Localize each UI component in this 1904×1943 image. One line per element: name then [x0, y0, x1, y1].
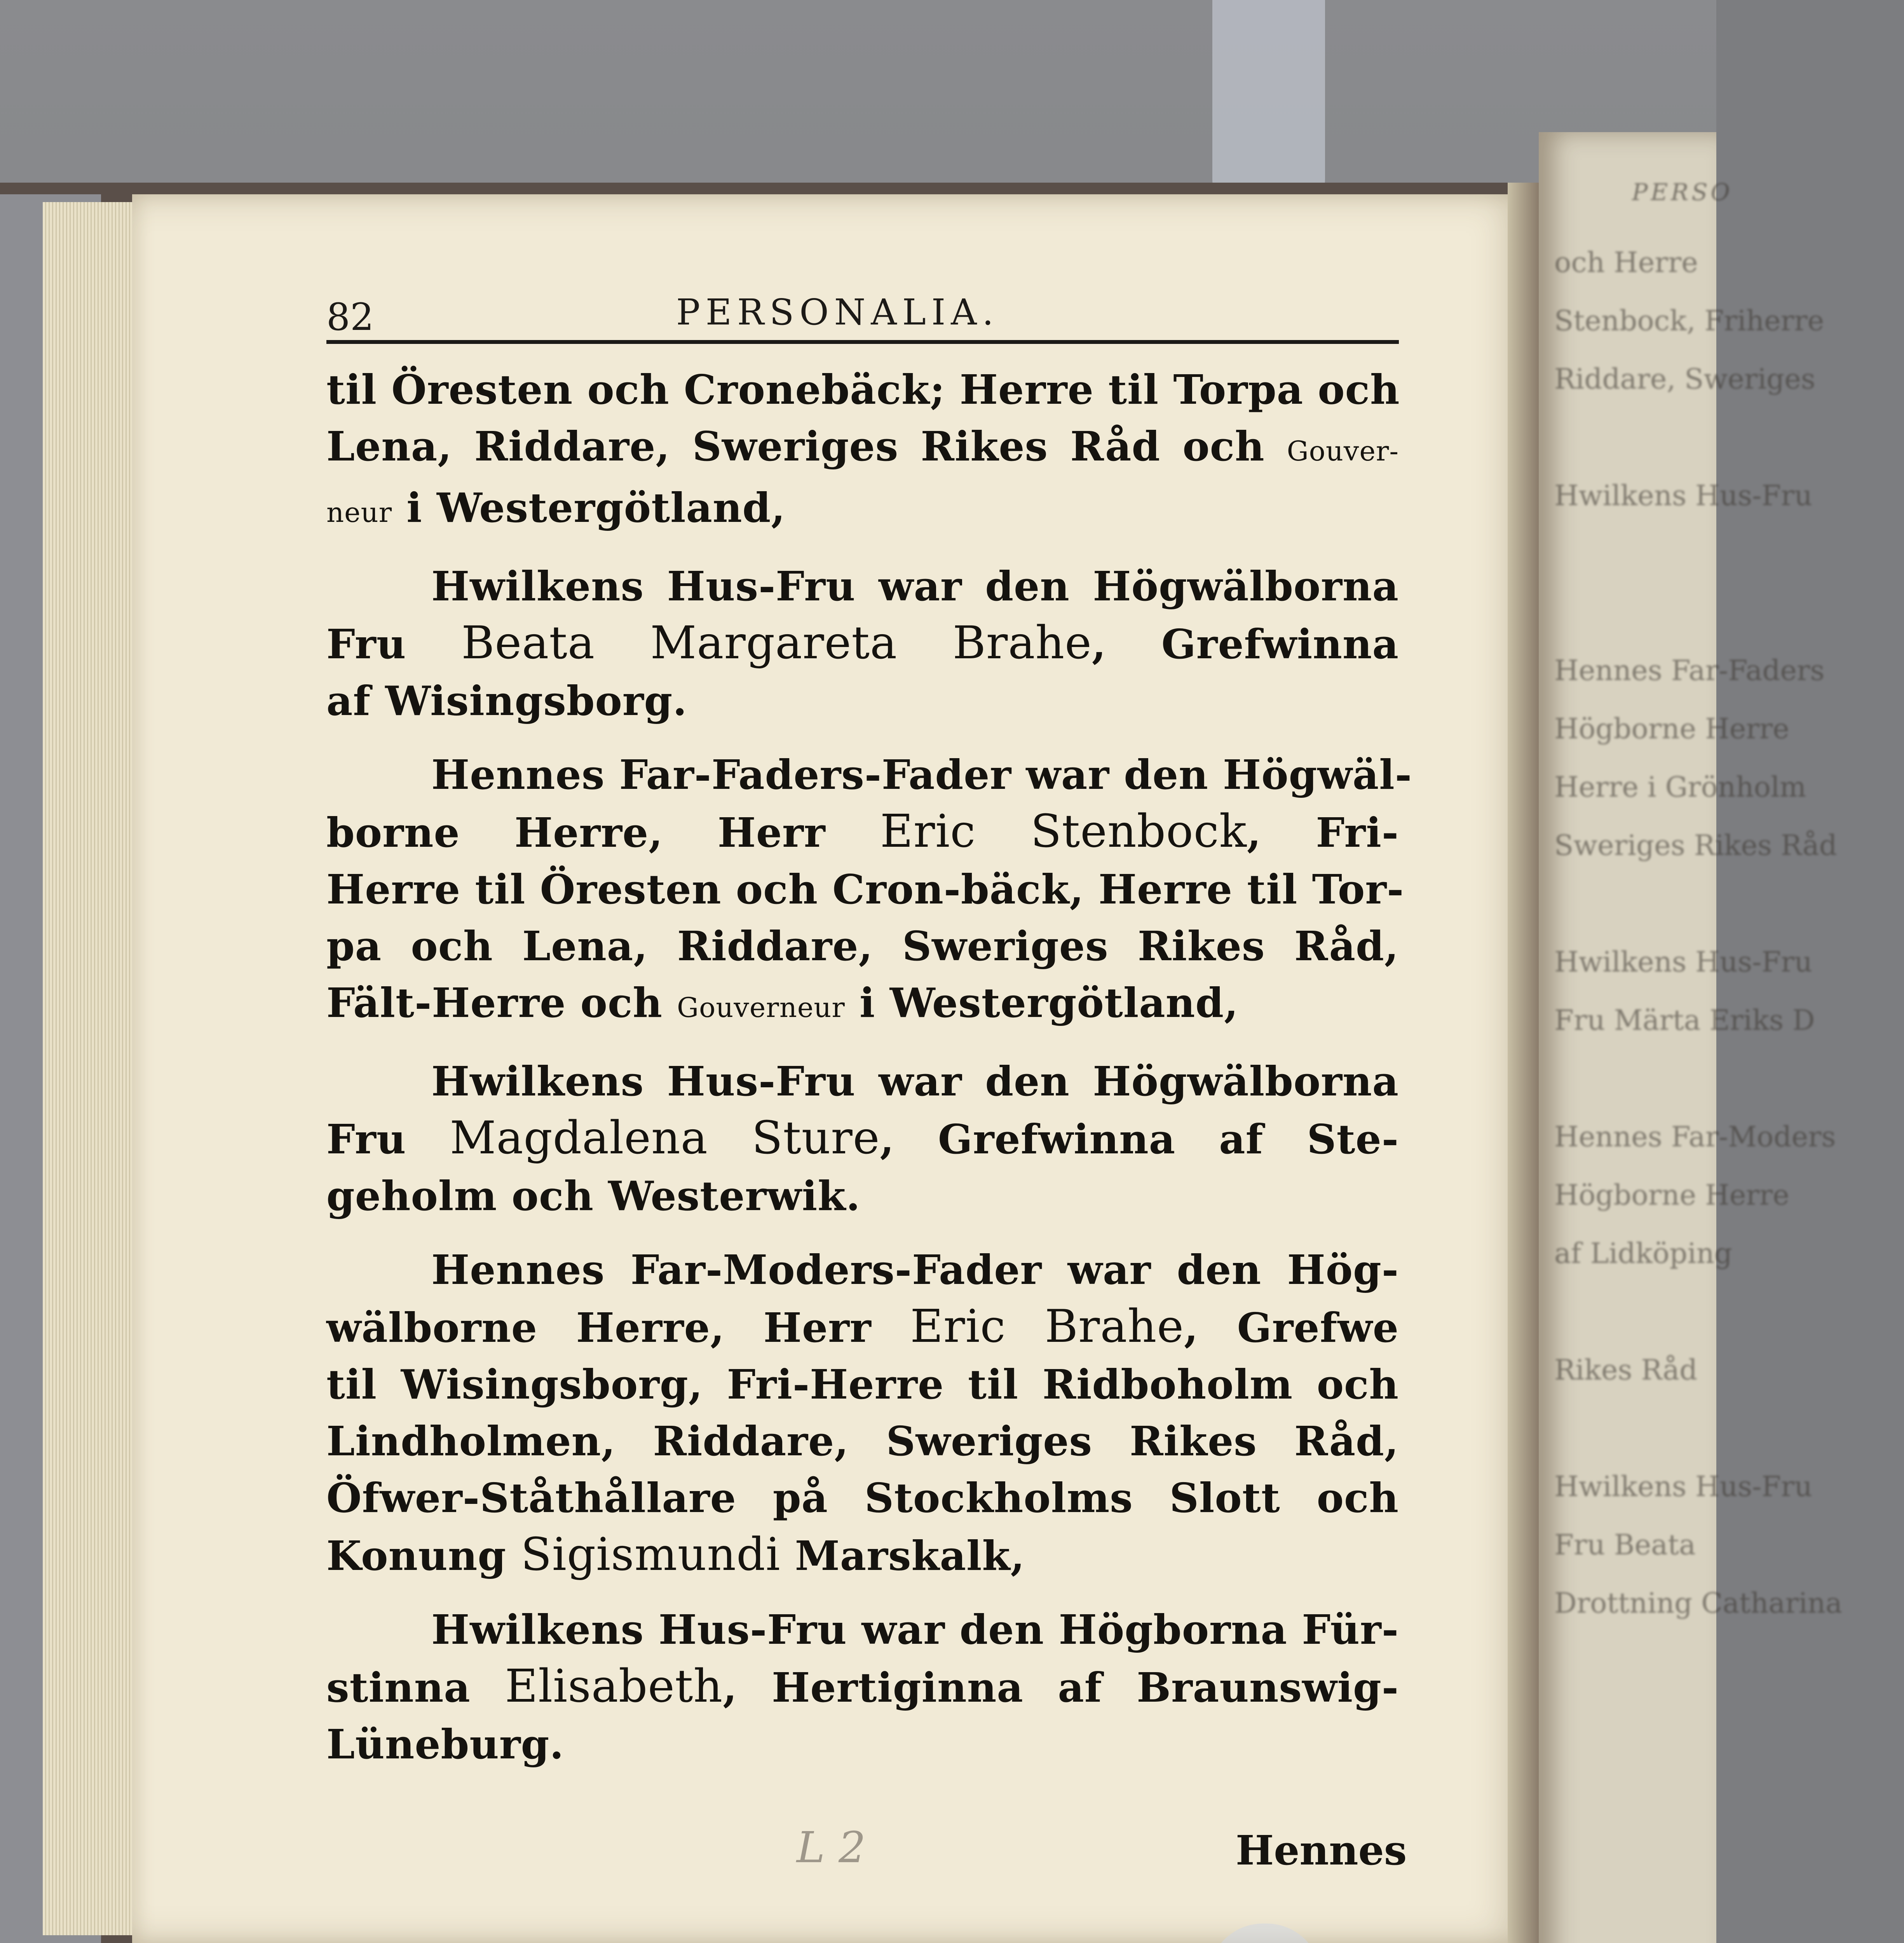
right-page-line — [1554, 1282, 1904, 1341]
right-page-line: Hennes Far-Moders — [1554, 1120, 1836, 1153]
right-page-line — [1554, 408, 1904, 466]
right-page-line: Hwilkens Hus-Fru — [1554, 1470, 1813, 1503]
page-number: 82 — [326, 295, 374, 339]
page-header — [326, 288, 1399, 338]
text-line: Hwilkens Hus-Fru war den Högwälborna — [431, 562, 1399, 610]
text-line: af Wisingsborg. — [326, 677, 687, 725]
text-line: Lüneburg. — [326, 1720, 564, 1768]
text-line: stinna Elisabeth, Hertiginna af Braunswig- — [326, 1660, 1399, 1713]
page-fore-edge — [43, 202, 144, 1935]
text-line: pa och Lena, Riddare, Sweriges Rikes Råd, — [326, 922, 1399, 970]
paragraph — [326, 1242, 1399, 1584]
text-line: Lena, Riddare, Sweriges Rikes Råd och Gouver- — [326, 422, 1399, 470]
right-page-line: Hennes Far-Faders — [1554, 654, 1825, 687]
right-page-line: Fru Beata — [1554, 1528, 1696, 1561]
roman-type-text: Eric Brahe — [910, 1300, 1184, 1353]
right-page-line: Hwilkens Hus-Fru — [1554, 945, 1813, 978]
paragraph — [326, 361, 1399, 541]
right-page-line — [1554, 525, 1904, 583]
text-line: borne Herre, Herr Eric Stenbock, Fri- — [326, 805, 1399, 858]
right-page-line: Högborne Herre — [1554, 712, 1789, 745]
right-page-line — [1554, 1049, 1904, 1108]
right-page-line: Riddare, Sweriges — [1554, 363, 1815, 395]
right-page-line: Högborne Herre — [1554, 1179, 1789, 1211]
right-page-line: Sweriges Rikes Råd — [1554, 829, 1837, 862]
text-line: Hennes Far-Faders-Fader war den Högwäl- — [431, 751, 1412, 799]
right-page-line: af Lidköping — [1554, 1237, 1732, 1270]
right-page-line — [1554, 1399, 1904, 1457]
right-page-line — [1554, 874, 1904, 933]
text-line: til Wisingsborg, Fri-Herre til Ridboholm och — [326, 1360, 1399, 1408]
right-page-line: Fru Märta Eriks D — [1554, 1004, 1815, 1036]
right-page-line: Hwilkens Hus-Fru — [1554, 479, 1813, 512]
paragraph — [326, 558, 1399, 729]
right-page-line: Rikes Råd — [1554, 1353, 1698, 1386]
catchword: Hennes — [1236, 1826, 1407, 1874]
text-line: Öfwer-Ståthållare på Stockholms Slott och — [326, 1474, 1399, 1522]
text-line: Herre til Öresten och Cron-bäck, Herre til Tor- — [326, 865, 1404, 913]
right-page-running-head: PERSO — [1632, 179, 1733, 206]
running-head: PERSONALIA. — [676, 291, 999, 333]
right-page — [1539, 132, 1843, 1943]
paragraph — [326, 747, 1412, 1036]
right-page-line: och Herre — [1554, 246, 1698, 279]
text-line: Hwilkens Hus-Fru war den Högborna Für- — [431, 1606, 1399, 1653]
text-line: Fru Beata Margareta Brahe, Grefwinna — [326, 617, 1399, 669]
right-page-line: Stenbock, Friherre — [1554, 304, 1824, 337]
roman-type-text: Gouverneur — [677, 992, 845, 1024]
text-line: Lindholmen, Riddare, Sweriges Rikes Råd, — [326, 1417, 1399, 1465]
right-page-line — [1554, 583, 1904, 641]
text-line: Fru Magdalena Sture, Grefwinna af Ste- — [326, 1112, 1399, 1164]
text-line: Konung Sigismundi Marskalk, — [326, 1528, 1025, 1581]
roman-type-text: Eric Stenbock — [880, 805, 1247, 858]
text-line: til Öresten och Cronebäck; Herre til Torpa och — [326, 366, 1400, 413]
right-page-line: Drottning Catharina — [1554, 1587, 1843, 1619]
text-line: geholm och Westerwik. — [326, 1172, 861, 1220]
right-page-line: Herre i Grönholm — [1554, 771, 1806, 803]
paragraph — [326, 1601, 1399, 1773]
text-line: wälborne Herre, Herr Eric Brahe, Grefwe — [326, 1300, 1399, 1353]
roman-type-text: neur — [326, 497, 392, 528]
roman-type-text: Gouver- — [1287, 435, 1399, 467]
text-line: neur i Westergötland, — [326, 484, 786, 532]
text-line: Fält-Herre och Gouverneur i Westergötland, — [326, 979, 1239, 1027]
text-line: Hennes Far-Moders-Fader war den Hög- — [431, 1246, 1399, 1294]
header-rule — [326, 340, 1399, 344]
roman-type-text: Beata Margareta Brahe — [461, 617, 1092, 669]
signature-mark: L 2 — [797, 1823, 866, 1872]
right-page-text — [1554, 233, 1904, 1632]
roman-type-text: Sigismundi — [521, 1528, 781, 1581]
body-text — [326, 361, 1412, 1790]
text-line: Hwilkens Hus-Fru war den Högwälborna — [431, 1057, 1399, 1105]
paragraph — [326, 1053, 1399, 1224]
roman-type-text: Elisabeth — [505, 1660, 723, 1713]
roman-type-text: Magdalena Sture — [450, 1112, 880, 1164]
